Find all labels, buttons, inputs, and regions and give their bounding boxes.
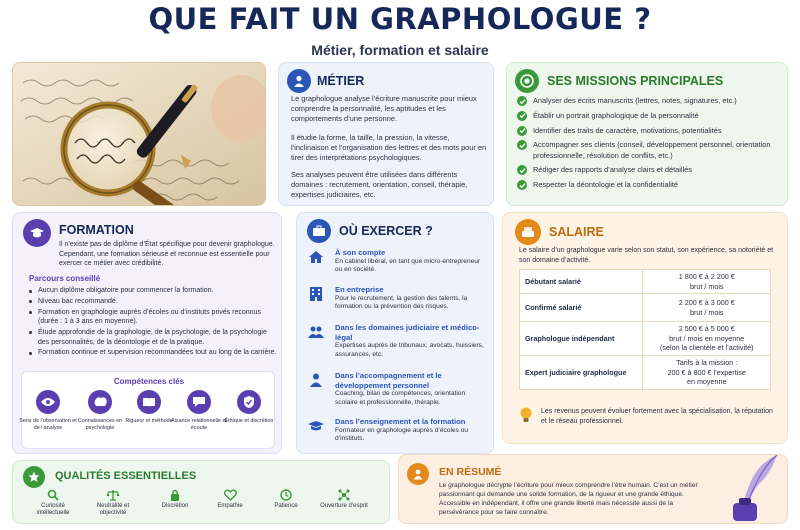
salaire-row bbox=[520, 294, 771, 322]
lieu-title: Dans l’accompagnement et le développement personnel bbox=[335, 371, 442, 390]
lieu-desc: Pour le recrutement, la gestion des talents, la formation ou la prévention des risques. bbox=[335, 294, 468, 311]
qualite-label: Ouverture d’esprit bbox=[320, 503, 368, 509]
missions-list bbox=[517, 96, 783, 195]
mission-text: Respecter la déontologie et la confidentialité bbox=[533, 180, 679, 190]
bullet-icon bbox=[29, 311, 32, 314]
parcours-text: Aucun diplôme obligatoire pour commencer la formation. bbox=[38, 287, 214, 294]
salaire-row-value: 2 200 € à 3 000 € brut / mois bbox=[643, 294, 771, 322]
competence-label: Connaissances en psychologie bbox=[77, 418, 123, 431]
salaire-row-label: Graphologue indépendant bbox=[520, 322, 643, 356]
check-icon bbox=[517, 140, 527, 150]
qualites-card bbox=[12, 460, 390, 524]
mission-item bbox=[517, 165, 783, 175]
resume-title: EN RÉSUMÉ bbox=[439, 466, 502, 478]
magnifier-handwriting-illustration bbox=[13, 63, 266, 206]
clock-icon bbox=[258, 489, 314, 501]
salaire-row-label: Confirmé salarié bbox=[520, 294, 643, 322]
people-icon bbox=[307, 323, 325, 341]
person-icon bbox=[407, 463, 429, 485]
parcours-item bbox=[29, 308, 277, 327]
lieu-enseignement bbox=[307, 417, 487, 444]
money-icon bbox=[515, 219, 541, 245]
qualite-neutralite bbox=[85, 489, 141, 518]
scales-icon bbox=[85, 489, 141, 501]
building-icon bbox=[307, 285, 325, 303]
network-icon bbox=[316, 489, 372, 501]
salaire-title: SALAIRE bbox=[549, 225, 604, 239]
qualite-empathie bbox=[202, 489, 258, 510]
target-icon bbox=[515, 69, 539, 93]
mission-text: Analyser des écrits manuscrits (lettres, notes, signatures, etc.) bbox=[533, 96, 737, 105]
lock-icon bbox=[147, 489, 203, 501]
lieu-a-son-compte bbox=[307, 248, 487, 275]
parcours-text: Étude approfondie de la graphologie, de la psychologie, de la psychologie des personnalités, de la déontologie et de la pratique. bbox=[38, 328, 267, 346]
formation-card bbox=[12, 212, 282, 454]
qualite-label: Neutralité et objectivité bbox=[96, 503, 130, 517]
lieu-en-entreprise bbox=[307, 285, 487, 312]
check-icon bbox=[517, 180, 527, 190]
competence-label: Sens de l’observation et de l’analyse bbox=[19, 418, 77, 431]
ou-exercer-title: OÙ EXERCER ? bbox=[339, 224, 433, 238]
mission-text: Établir un portrait graphologique de la personnalité bbox=[533, 110, 699, 120]
heart-icon bbox=[202, 489, 258, 501]
metier-paragraph-1: Le graphologue analyse l’écriture manuscrite pour mieux comprendre la personnalité, les aptitudes et les comportements d’une personne. bbox=[291, 94, 477, 124]
bullet-icon bbox=[29, 300, 32, 303]
lieu-title: En entreprise bbox=[335, 285, 384, 294]
salaire-row-value: 2 500 € à 5 000 € brut / mois en moyenne (selon la clientèle et l’activité) bbox=[643, 322, 771, 356]
salaire-note: Les revenus peuvent évoluer fortement avec la spécialisation, la réputation et le réseau professionnel. bbox=[541, 408, 773, 425]
competence-label: Rigueur et méthode bbox=[125, 418, 173, 424]
shield-check-icon bbox=[237, 390, 261, 414]
parcours-item bbox=[29, 286, 277, 296]
parcours-text: Formation continue et supervision recommandées tout au long de la carrière. bbox=[38, 349, 277, 357]
ou-exercer-card bbox=[296, 212, 494, 454]
metier-card bbox=[278, 62, 494, 206]
brain-icon bbox=[88, 390, 112, 414]
qualite-discretion bbox=[147, 489, 203, 510]
salaire-row bbox=[520, 270, 771, 294]
resume-card bbox=[398, 454, 788, 524]
bullet-icon bbox=[29, 352, 32, 355]
competences-title: Compétences clés bbox=[113, 377, 185, 386]
house-icon bbox=[307, 248, 325, 266]
mission-item bbox=[517, 96, 783, 106]
book-icon bbox=[137, 390, 161, 414]
parcours-text: Niveau bac recommandé. bbox=[38, 297, 118, 305]
metier-paragraph-3: Ses analyses peuvent être utilisées dans différents domaines : recrutement, orientation, conseil, thérapie, expertises judiciaires, etc. bbox=[291, 170, 468, 200]
lieu-title: Dans l’enseignement et la formation bbox=[335, 417, 466, 426]
resume-text: Le graphologue décrypte l’écriture pour mieux comprendre l’être humain. C’est un métier passionnant qui demande une solide formation, de la rigueur et une grande éthique. Accessible en indépendant, il offre une grande liberté mais nécessite aussi de la persévérance pour se faire connaître. bbox=[439, 482, 698, 516]
mission-text: Accompagner ses clients (conseil, développement personnel, orientation professionnelle, résolution de conflits, etc.) bbox=[533, 140, 771, 160]
salaire-card bbox=[502, 212, 788, 444]
salaire-row-value: Tarifs à la mission : 200 € à 800 € l’expertise en moyenne bbox=[643, 356, 771, 390]
lightbulb-icon bbox=[519, 406, 533, 424]
missions-card bbox=[506, 62, 788, 206]
hero-illustration bbox=[12, 62, 266, 206]
mission-text: Rédiger des rapports d’analyse clairs et détaillés bbox=[533, 165, 692, 175]
competence-label: Éthique et discrétion bbox=[224, 418, 274, 424]
parcours-item bbox=[29, 297, 277, 307]
mission-item bbox=[517, 180, 783, 190]
mission-item bbox=[517, 140, 783, 160]
parcours-title: Parcours conseillé bbox=[29, 274, 101, 283]
check-icon bbox=[517, 126, 527, 136]
formation-intro: Il n’existe pas de diplôme d’État spécifique pour devenir graphologue. Cependant, une formation sérieuse et reconnue est essentielle pour exercer ce métier avec crédibilité. bbox=[59, 241, 275, 268]
lieu-desc: Expertises auprès de tribunaux, avocats, huissiers, assurances, etc. bbox=[335, 342, 484, 358]
metier-paragraph-2: Il étudie la forme, la taille, la pression, la vitesse, l’inclinaison et l’organisation des lettres et des mots pour en tirer des interprétations psychologiques. bbox=[291, 133, 487, 163]
competence-label: Aisance relationnelle et écoute bbox=[171, 418, 227, 431]
salaire-table bbox=[519, 269, 771, 390]
salaire-row-label: Débutant salarié bbox=[520, 270, 643, 294]
qualites-title: QUALITÉS ESSENTIELLES bbox=[55, 470, 197, 482]
lieu-desc: Formateur en graphologie auprès d’écoles ou d’instituts. bbox=[335, 426, 469, 443]
magnifier-icon bbox=[25, 489, 81, 501]
lieu-judiciaire bbox=[307, 323, 487, 359]
parcours-text: Formation en graphologie auprès d’écoles ou d’instituts privés reconnus (durée : 1 à 3 ans en moyenne). bbox=[38, 308, 261, 326]
lieu-desc: En cabinet libéral, en tant que micro-entrepreneur ou en société. bbox=[335, 257, 481, 274]
graduation-cap-icon bbox=[307, 417, 325, 435]
check-icon bbox=[517, 165, 527, 175]
formation-title: FORMATION bbox=[59, 223, 134, 237]
page-subtitle: Métier, formation et salaire bbox=[311, 42, 489, 58]
salaire-intro: Le salaire d’un graphologue varie selon son statut, son expérience, sa notoriété et son domaine d’activité. bbox=[519, 247, 774, 264]
bullet-icon bbox=[29, 290, 32, 293]
qualite-ouverture bbox=[316, 489, 372, 510]
speech-bubble-icon bbox=[187, 390, 211, 414]
salaire-row bbox=[520, 322, 771, 356]
salaire-row bbox=[520, 356, 771, 390]
person-icon bbox=[307, 371, 325, 389]
qualite-label: Empathie bbox=[217, 503, 243, 509]
metier-title: MÉTIER bbox=[317, 74, 365, 88]
salaire-row-label: Expert judiciaire graphologue bbox=[520, 356, 643, 390]
lieu-title: À son compte bbox=[335, 248, 386, 257]
parcours-item bbox=[29, 348, 277, 358]
person-icon bbox=[287, 69, 311, 93]
parcours-list bbox=[29, 286, 277, 359]
star-icon bbox=[23, 466, 45, 488]
quill-inkwell-illustration bbox=[717, 454, 783, 524]
qualite-label: Patience bbox=[274, 503, 298, 509]
qualite-curiosite bbox=[25, 489, 81, 518]
check-icon bbox=[517, 111, 527, 121]
briefcase-icon bbox=[307, 219, 331, 243]
salaire-row-value: 1 800 € à 2 200 € brut / mois bbox=[643, 270, 771, 294]
eye-icon bbox=[36, 390, 60, 414]
bullet-icon bbox=[29, 331, 32, 334]
qualite-label: Curiosité intellectuelle bbox=[36, 503, 70, 517]
competences-box bbox=[21, 371, 275, 449]
lieu-desc: Coaching, bilan de compétences, orientation scolaire et professionnelle, thérapie. bbox=[335, 390, 466, 406]
mission-text: Identifier des traits de caractère, motivations, potentialités bbox=[533, 125, 722, 135]
page-title: QUE FAIT UN GRAPHOLOGUE ? bbox=[148, 2, 652, 36]
qualite-patience bbox=[258, 489, 314, 510]
qualite-label: Discrétion bbox=[161, 503, 189, 509]
missions-title: SES MISSIONS PRINCIPALES bbox=[547, 74, 724, 88]
competence-observation bbox=[18, 390, 78, 431]
competence-ethique bbox=[219, 390, 279, 425]
graduation-cap-icon bbox=[23, 219, 51, 247]
lieu-accompagnement bbox=[307, 371, 487, 407]
mission-item bbox=[517, 111, 783, 121]
parcours-item bbox=[29, 328, 277, 347]
check-icon bbox=[517, 96, 527, 106]
lieu-title: Dans les domaines judiciaire et médico-légal bbox=[335, 323, 480, 342]
mission-item bbox=[517, 126, 783, 136]
